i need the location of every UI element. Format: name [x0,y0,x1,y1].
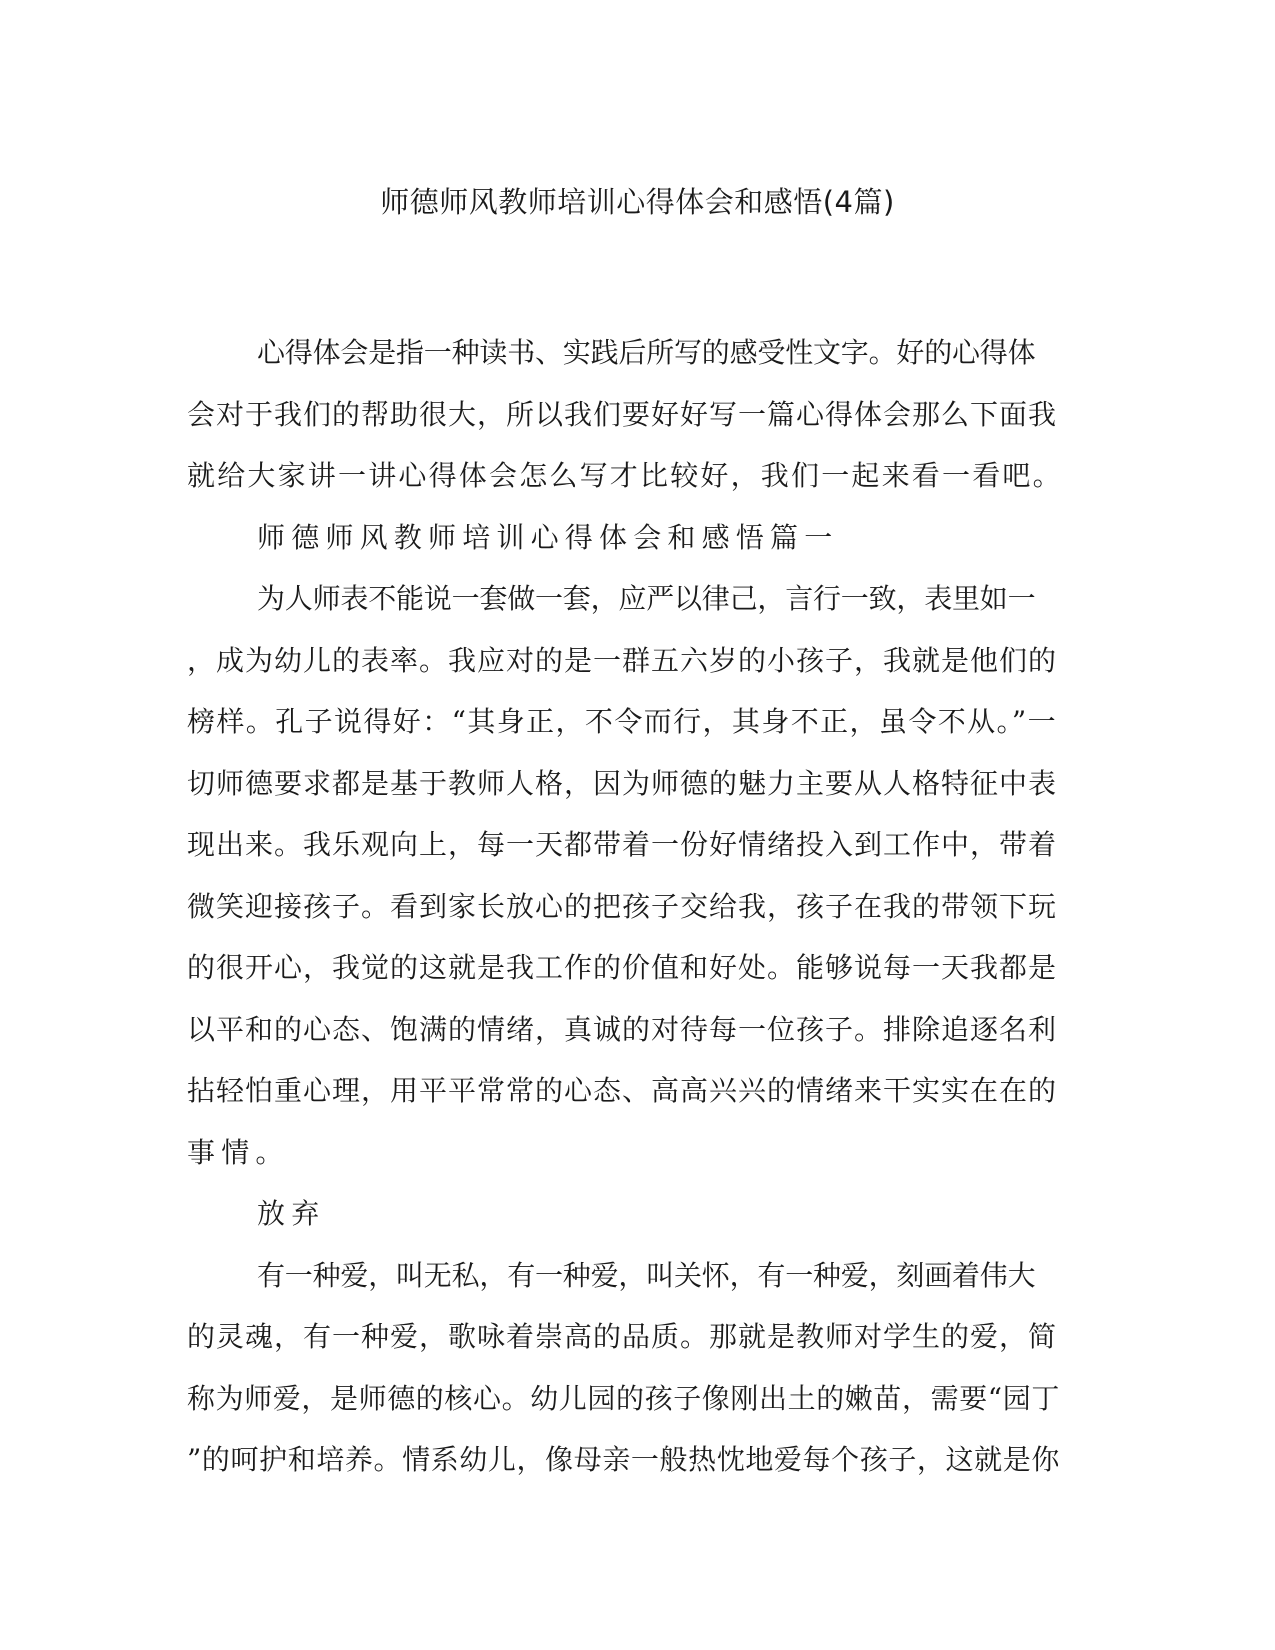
text-line: 有一种爱，叫无私，有一种爱，叫关怀，有一种爱，刻画着伟大 [257,1258,1036,1292]
text-line: 以平和的心态、饱满的情绪，真诚的对待每一位孩子。排除追逐名利 [187,1012,1058,1046]
text-line: 心得体会是指一种读书、实践后所写的感受性文字。好的心得体 [257,336,1036,369]
text-line: 师德师风教师培训心得体会和感悟篇一 [257,520,839,554]
text-line: ，成为幼儿的表率。我应对的是一群五六岁的小孩子，我就是他们的 [187,643,1058,677]
body-paragraph [187,322,1067,507]
text-line: 的很开心，我觉的这就是我工作的价值和好处。能够说每一天我都是 [187,951,1058,984]
text-line: 放弃 [257,1197,326,1230]
text-line: 拈轻怕重心理，用平平常常的心态、高高兴兴的情绪来干实实在在的 [187,1074,1058,1107]
document-body [187,322,1067,1491]
text-line: 会对于我们的帮助很大，所以我们要好好写一篇心得体会那么下面我 [187,397,1058,431]
text-line: 称为师爱，是师德的核心。幼儿园的孩子像刚出土的嫩苗，需要“园丁 [187,1381,1060,1415]
text-line: 为人师表不能说一套做一套，应严以律己，言行一致，表里如一 [257,582,1036,615]
section-heading [187,1183,1067,1245]
document-title: 师德师风教师培训心得体会和感悟(4篇) [380,185,895,219]
text-line: 事情。 [187,1135,290,1169]
text-line: 就给大家讲一讲心得体会怎么写才比较好，我们一起来看一看吧。 [187,459,1063,492]
text-line: 的灵魂，有一种爱，歌咏着崇高的品质。那就是教师对学生的爱，简 [187,1320,1058,1353]
body-paragraph [187,568,1067,1183]
text-line: 榜样。孔子说得好：“其身正，不令而行，其身不正，虽令不从。”一 [187,705,1058,738]
body-paragraph [187,1245,1067,1491]
section-heading [187,507,1067,569]
text-line: ”的呵护和培养。情系幼儿，像母亲一般热忱地爱每个孩子，这就是你 [187,1443,1060,1476]
text-line: 微笑迎接孩子。看到家长放心的把孩子交给我，孩子在我的带领下玩 [187,889,1058,923]
text-line: 切师德要求都是基于教师人格，因为师德的魅力主要从人格特征中表 [187,766,1058,800]
text-line: 现出来。我乐观向上，每一天都带着一份好情绪投入到工作中，带着 [187,828,1058,861]
